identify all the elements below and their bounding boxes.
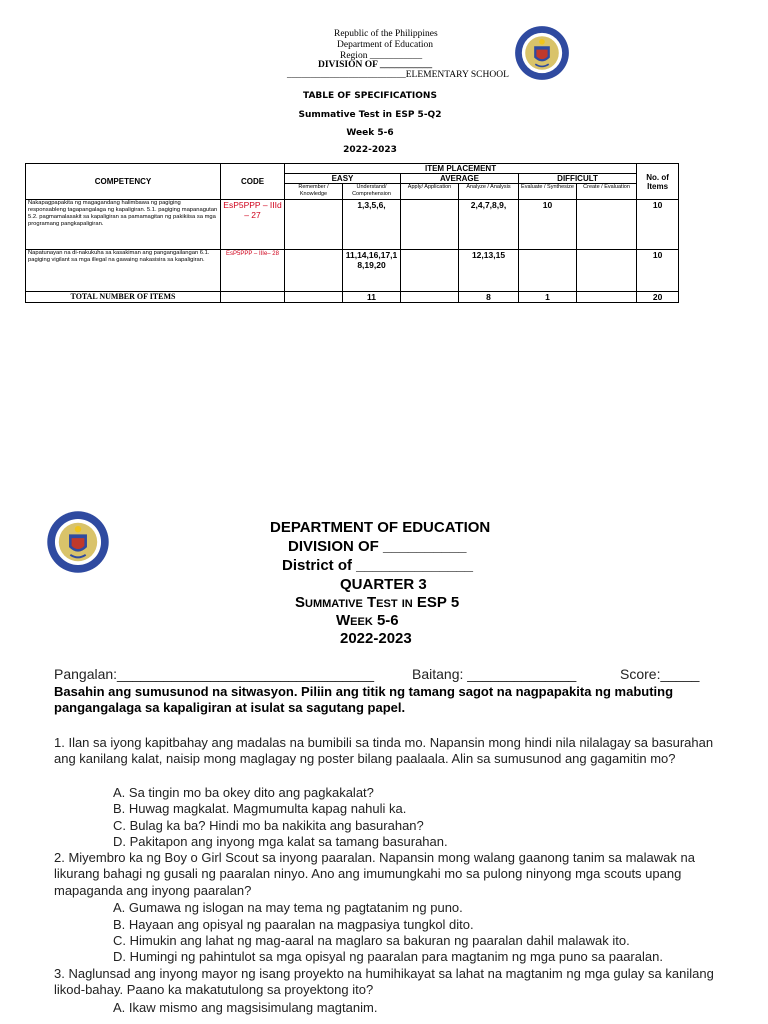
total-cell: 10 [637, 200, 679, 250]
apply-cell [401, 250, 459, 292]
easy-header: EASY [285, 174, 401, 184]
apply-header: Apply/ Application [401, 184, 459, 200]
total-label: TOTAL NUMBER OF ITEMS [26, 292, 221, 303]
quarter-title: QUARTER 3 [340, 576, 427, 593]
division-line: DIVISION OF ___________ [318, 60, 433, 70]
grand-total: 20 [637, 292, 679, 303]
create-cell [577, 200, 637, 250]
tos-year: 2022-2023 [343, 145, 397, 155]
competency-cell: Napatunayan na di-nakukuha sa kasakiman ang pangangailangan 6.1. pagiging vigilant sa mga illegal na gawaing nakasisira sa kapaligiran. [26, 250, 221, 292]
total-understand: 11 [343, 292, 401, 303]
question-2-option-d[interactable]: D. Humingi ng pahintulot sa mga opisyal ng paaralan para magtanim ng mga puno sa paaralan. [113, 949, 663, 964]
deped-seal-logo [514, 25, 570, 81]
region-line: Region ___________ [340, 51, 423, 61]
question-2-option-c[interactable]: C. Himukin ang lahat ng mag-aaral na maglaro sa bakuran ng paaralan dahil malawak ito. [113, 933, 630, 948]
evaluate-cell [519, 250, 577, 292]
competency-cell: Nakapagpapakita ng magagandang halimbawa ng pagiging responsableng tagapangalaga ng kapaligiran. 5.1. pagiging mapanagutan 5.2. pagmamalasakit sa kapaligiran sa pamamagitan ng pakikiisa sa mga programang pangkapaligiran. [26, 200, 221, 250]
week-title: Week 5-6 [336, 612, 399, 629]
understand-header: Understand/ Comprehension [343, 184, 401, 200]
question-1-option-d[interactable]: D. Pakitapon ang inyong mga kalat sa tamang basurahan. [113, 834, 448, 849]
understand-cell: 11,14,16,17,18,19,20 [343, 250, 401, 292]
question-1-option-a[interactable]: A. Sa tingin mo ba okey dito ang pagkakalat? [113, 785, 374, 800]
table-row [26, 200, 679, 250]
grade-field[interactable]: Baitang: ______________ [412, 666, 577, 682]
score-field[interactable]: Score:_____ [620, 666, 700, 682]
evaluate-header: Evaluate / Synthesize [519, 184, 577, 200]
tos-title: TABLE OF SPECIFICATIONS [303, 91, 437, 101]
table-of-specifications [25, 163, 679, 303]
create-header: Create / Evaluation [577, 184, 637, 200]
question-2-stem: 2. Miyembro ka ng Boy o Girl Scout sa inyong paaralan. Napansin mong walang gaanong tanim sa malawak na likurang bahagi ng gusali ng paaralan ninyo. Ano ang imumungkahi mo sa pulong ninyong mga scouts upang mapaganda ang inyong paaralan? [54, 850, 695, 898]
code-cell: EsP5PPP – IIId – 27 [221, 200, 285, 250]
understand-cell: 1,3,5,6, [343, 200, 401, 250]
division-title: DIVISION OF __________ [288, 538, 467, 555]
test-title: Summative Test in ESP 5 [295, 594, 460, 611]
question-1-stem: 1. Ilan sa iyong kapitbahay ang madalas na bumibili sa tinda mo. Napansin mong hindi nila nilalagay sa basurahan ang kanilang kalat, naisip mong maglagay ng poster bilang paalaala. Alin sa sumusunod ang gagamitin mo? [54, 735, 714, 767]
competency-header: COMPETENCY [26, 164, 221, 200]
create-cell [577, 250, 637, 292]
total-evaluate: 1 [519, 292, 577, 303]
tos-test-name: Summative Test in ESP 5-Q2 [298, 110, 442, 120]
total-row [26, 292, 679, 303]
analyze-header: Analyze / Analysis [459, 184, 519, 200]
department-title: DEPARTMENT OF EDUCATION [270, 519, 491, 536]
item-placement-header: ITEM PLACEMENT [285, 164, 637, 174]
question-2-option-b[interactable]: B. Hayaan ang opisyal ng paaralan na magpasiya tungkol dito. [113, 917, 474, 932]
remember-cell [285, 200, 343, 250]
question-1-option-c[interactable]: C. Bulag ka ba? Hindi mo ba nakikita ang basurahan? [113, 818, 424, 833]
remember-cell [285, 250, 343, 292]
question-3-option-a[interactable]: A. Ikaw mismo ang magsisimulang magtanim. [113, 1000, 378, 1015]
school-line: _________________________ELEMENTARY SCHOOL [287, 70, 509, 80]
deped-seal-logo [46, 510, 110, 574]
average-header: AVERAGE [401, 174, 519, 184]
remember-header: Remember / Knowledge [285, 184, 343, 200]
year-title: 2022-2023 [340, 630, 412, 647]
instructions: Basahin ang sumusunod na sitwasyon. Piliin ang titik ng tamang sagot na nagpapakita ng mabuting pangangalaga sa kapaligiran at isulat sa sagutang papel. [54, 684, 674, 716]
apply-cell [401, 200, 459, 250]
question-2-option-a[interactable]: A. Gumawa ng islogan na may tema ng pagtatanim ng puno. [113, 900, 463, 915]
table-row [26, 250, 679, 292]
difficult-header: DIFFICULT [519, 174, 637, 184]
analyze-cell: 2,4,7,8,9, [459, 200, 519, 250]
code-header: CODE [221, 164, 285, 200]
question-3-stem: 3. Naglunsad ang inyong mayor ng isang proyekto na humihikayat sa lahat na magtanim ng mga gulay sa kanilang likod-bahay. Paano ka makatutulong sa proyektong ito? [54, 966, 714, 998]
code-cell: EsP5PPP – IIIe– 28 [221, 250, 285, 292]
no-items-header: No. of Items [637, 164, 679, 200]
department-line: Department of Education [337, 40, 434, 50]
evaluate-cell: 10 [519, 200, 577, 250]
republic-line: Republic of the Philippines [334, 29, 438, 39]
name-field[interactable]: Pangalan:_________________________________ [54, 666, 374, 682]
total-analyze: 8 [459, 292, 519, 303]
question-1-option-b[interactable]: B. Huwag magkalat. Magmumulta kapag nahuli ka. [113, 801, 407, 816]
district-title: District of ______________ [282, 557, 473, 574]
analyze-cell: 12,13,15 [459, 250, 519, 292]
total-cell: 10 [637, 250, 679, 292]
tos-week: Week 5-6 [346, 128, 394, 138]
